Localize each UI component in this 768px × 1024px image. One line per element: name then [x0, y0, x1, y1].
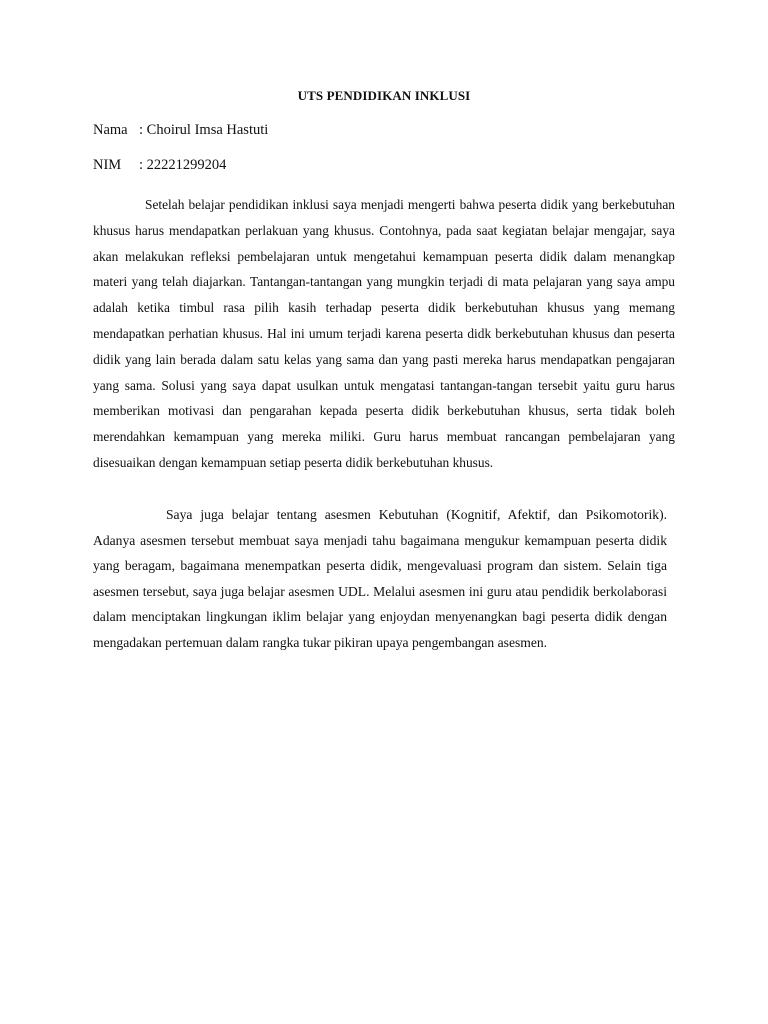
nim-field: [93, 157, 226, 174]
nim-label: NIM: [93, 157, 122, 173]
nim-value: : 22221299204: [139, 157, 227, 173]
document-title: UTS PENDIDIKAN INKLUSI: [297, 88, 471, 103]
name-value: : Choirul Imsa Hastuti: [139, 122, 269, 138]
paragraph-1: Setelah belajar pendidikan inklusi saya menjadi mengerti bahwa peserta didik yang berkebutuhan khusus harus mendapatkan perlakuan yang khusus. Contohnya, pada saat kegiatan belajar mengajar, saya akan melakukan refleksi pembelajaran untuk mengetahui kemampuan peserta didik dalam menangkap materi yang telah diajarkan. Tantangan-tantangan yang mungkin terjadi di mata pelajaran yang saya ampu adalah ketika timbul rasa pilih kasih terhadap peserta didik berkebutuhan khusus yang memang mendapatkan perhatian khusus. Hal ini umum terjadi karena peserta didk berkebutuhan khusus dan peserta didik yang lain berada dalam satu kelas yang sama dan yang pasti mereka harus mendapatkan pengajaran yang sama. Solusi yang saya dapat usulkan untuk mengatasi tantangan-tangan tersebit yaitu guru harus memberikan motivasi dan pengarahan kepada peserta didik berkebutuhan khusus, serta tidak boleh merendahkan kemampuan yang mereka miliki. Guru harus membuat rancangan pembelajaran yang disesuaikan dengan kemampuan setiap peserta didik berkebutuhan khusus.: [93, 197, 675, 470]
paragraph-2: Saya juga belajar tentang asesmen Kebutuhan (Kognitif, Afektif, dan Psikomotorik). Adanya asesmen tersebut membuat saya menjadi tahu bagaimana mengukur kemampuan peserta didik yang beragam, bagaimana menempatkan peserta didik, mengevaluasi program dan sistem. Selain tiga asesmen tersebut, saya juga belajar asesmen UDL. Melalui asesmen ini guru atau pendidik berkolaborasi dalam menciptakan lingkungan iklim belajar yang enjoydan menyenangkan bagi peserta didik dengan mengadakan pertemuan dalam rangka tukar pikiran upaya pengembangan asesmen.: [93, 507, 667, 650]
name-label: Nama: [93, 122, 128, 138]
name-field: [93, 122, 268, 139]
